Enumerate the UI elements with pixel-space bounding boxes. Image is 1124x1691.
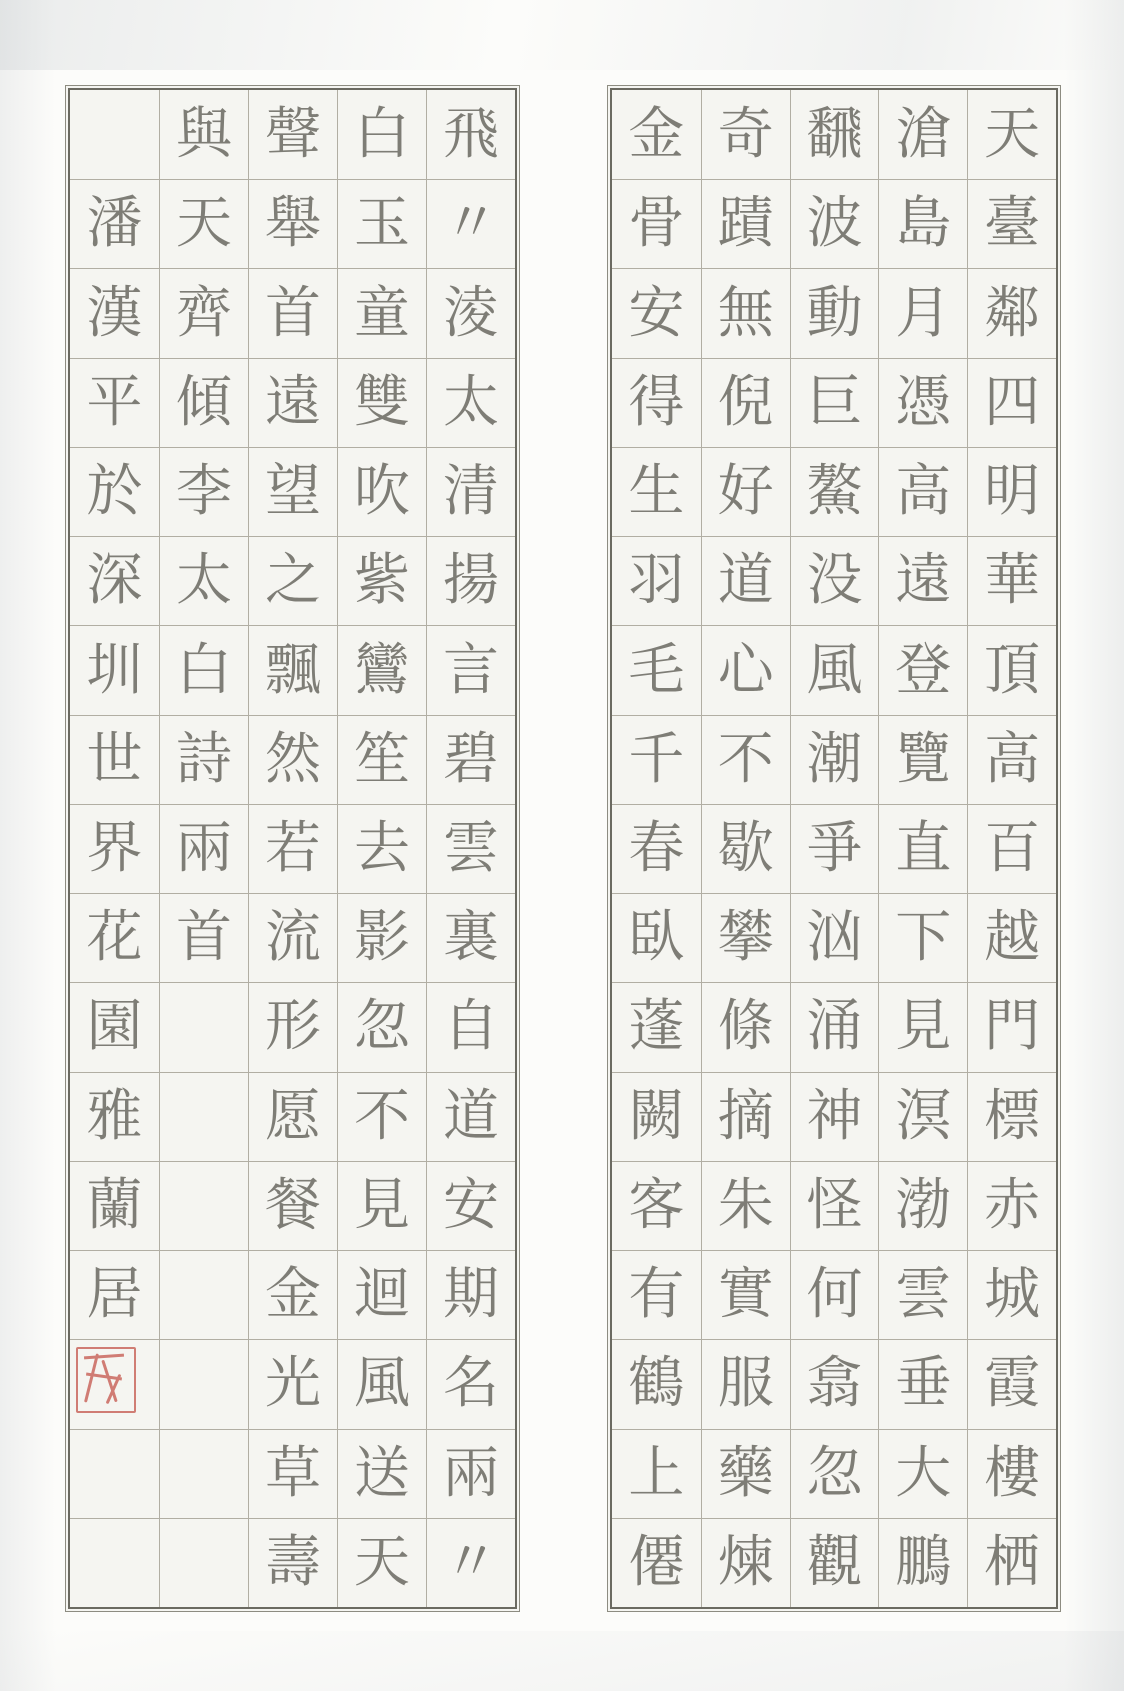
calligraphy-cell: 越 [967,893,1056,982]
calligraphy-cell: 居 [70,1250,159,1339]
calligraphy-cell: 天 [967,90,1056,179]
calligraphy-cell: 條 [701,982,790,1071]
calligraphy-cell: 毛 [612,625,701,714]
calligraphy-cell: 實 [701,1250,790,1339]
calligraphy-cell: 形 [248,982,337,1071]
calligraphy-cell: 歇 [701,804,790,893]
calligraphy-cell: 傾 [159,358,248,447]
calligraphy-cell: 太 [159,536,248,625]
calligraphy-cell: 風 [337,1339,426,1428]
scan-shading-right [1064,0,1124,1691]
calligraphy-cell: 鸞 [337,625,426,714]
calligraphy-cell: 深 [70,536,159,625]
calligraphy-cell: 淩 [426,268,515,357]
calligraphy-cell: 白 [159,625,248,714]
calligraphy-cell: 界 [70,804,159,893]
calligraphy-cell: 煉 [701,1518,790,1607]
calligraphy-cell: 兩 [159,804,248,893]
calligraphy-cell: 李 [159,447,248,536]
calligraphy-cell: 不 [337,1072,426,1161]
calligraphy-cell: 千 [612,715,701,804]
calligraphy-cell: 倪 [701,358,790,447]
calligraphy-cell: 四 [967,358,1056,447]
calligraphy-cell: 若 [248,804,337,893]
calligraphy-cell: 標 [967,1072,1056,1161]
calligraphy-cell: 没 [790,536,879,625]
calligraphy-cell: 餐 [248,1161,337,1250]
calligraphy-cell: 見 [337,1161,426,1250]
calligraphy-cell [159,1072,248,1161]
calligraphy-cell [70,90,159,179]
calligraphy-cell: 齊 [159,268,248,357]
calligraphy-cell [159,1161,248,1250]
calligraphy-cell: 百 [967,804,1056,893]
calligraphy-cell: 安 [612,268,701,357]
calligraphy-cell: 世 [70,715,159,804]
calligraphy-cell: 爭 [790,804,879,893]
calligraphy-cell: 鰲 [790,447,879,536]
calligraphy-cell: 童 [337,268,426,357]
calligraphy-cell: 巨 [790,358,879,447]
calligraphy-cell: 有 [612,1250,701,1339]
calligraphy-cell: 何 [790,1250,879,1339]
calligraphy-cell: 樓 [967,1429,1056,1518]
calligraphy-cell: 渤 [878,1161,967,1250]
calligraphy-cell: 不 [701,715,790,804]
calligraphy-cell: 直 [878,804,967,893]
calligraphy-cell: 闕 [612,1072,701,1161]
calligraphy-cell: 言 [426,625,515,714]
calligraphy-cell: 蘭 [70,1161,159,1250]
calligraphy-cell: 蓬 [612,982,701,1071]
calligraphy-cell: 天 [337,1518,426,1607]
calligraphy-cell: 藥 [701,1429,790,1518]
calligraphy-cell: 首 [159,893,248,982]
calligraphy-cell: 僊 [612,1518,701,1607]
calligraphy-cell [159,1518,248,1607]
calligraphy-cell: 聲 [248,90,337,179]
calligraphy-cell: 飜 [790,90,879,179]
calligraphy-cell: 無 [701,268,790,357]
calligraphy-cell: 名 [426,1339,515,1428]
calligraphy-cell: 雅 [70,1072,159,1161]
calligraphy-cell: 華 [967,536,1056,625]
calligraphy-cell: 忽 [790,1429,879,1518]
calligraphy-cell: 光 [248,1339,337,1428]
calligraphy-cell: 鵬 [878,1518,967,1607]
calligraphy-cell: 天 [159,179,248,268]
calligraphy-cell: 草 [248,1429,337,1518]
calligraphy-cell: 花 [70,893,159,982]
calligraphy-cell: 鄰 [967,268,1056,357]
calligraphy-cell: 大 [878,1429,967,1518]
calligraphy-cell: 垂 [878,1339,967,1428]
calligraphy-cell [159,1250,248,1339]
calligraphy-cell: 上 [612,1429,701,1518]
calligraphy-cell: 高 [967,715,1056,804]
calligraphy-cell: 金 [628,101,685,167]
calligraphy-cell [159,982,248,1071]
calligraphy-cell: 春 [612,804,701,893]
calligraphy-cell: 遠 [248,358,337,447]
calligraphy-cell: 怪 [790,1161,879,1250]
calligraphy-cell: 流 [248,893,337,982]
calligraphy-cell: 圳 [70,625,159,714]
calligraphy-cell: 影 [337,893,426,982]
calligraphy-cell: 霞 [967,1339,1056,1428]
calligraphy-cell: 翕 [790,1339,879,1428]
calligraphy-cell: 〃 [426,1518,515,1607]
calligraphy-cell: 忽 [337,982,426,1071]
calligraphy-cell: 遠 [878,536,967,625]
calligraphy-cell: 門 [967,982,1056,1071]
calligraphy-cell: 潮 [790,715,879,804]
calligraphy-cell: 雲 [426,804,515,893]
calligraphy-cell: 島 [878,179,967,268]
calligraphy-cell: 飛 [426,90,515,179]
scan-shading-bottom [0,1631,1124,1691]
calligraphy-cell [70,1429,159,1518]
calligraphy-cell: 漢 [70,268,159,357]
calligraphy-cell: 於 [70,447,159,536]
calligraphy-cell: 平 [70,358,159,447]
calligraphy-cell: 心 [701,625,790,714]
calligraphy-cell: 汹 [790,893,879,982]
calligraphy-cell: 涌 [790,982,879,1071]
calligraphy-cell: 奇 [701,90,790,179]
calligraphy-cell: 滄 [878,90,967,179]
calligraphy-cell: 朱 [701,1161,790,1250]
calligraphy-cell: 與 [159,90,248,179]
scan-shading-left [0,0,56,1691]
calligraphy-cell: 觀 [790,1518,879,1607]
calligraphy-cell: 金 [248,1250,337,1339]
calligraphy-cell: 見 [878,982,967,1071]
calligraphy-cell: 波 [790,179,879,268]
calligraphy-cell: 道 [426,1072,515,1161]
calligraphy-cell: 園 [70,982,159,1071]
calligraphy-cell: 栖 [967,1518,1056,1607]
calligraphy-cell: 客 [612,1161,701,1250]
calligraphy-cell: 首 [248,268,337,357]
calligraphy-cell: 覽 [878,715,967,804]
seal-stroke [84,1354,124,1360]
seal-stroke [84,1353,99,1402]
calligraphy-cell: 生 [612,447,701,536]
calligraphy-cell: 高 [878,447,967,536]
calligraphy-cell: 舉 [248,179,337,268]
calligraphy-cell: 道 [701,536,790,625]
calligraphy-cell: 攀 [701,893,790,982]
calligraphy-cell: 鶴 [612,1339,701,1428]
calligraphy-cell: 然 [248,715,337,804]
calligraphy-cell: 紫 [337,536,426,625]
calligraphy-cell [70,1518,159,1607]
calligraphy-cell: 壽 [248,1518,337,1607]
calligraphy-cell: 望 [248,447,337,536]
calligraphy-cell: 碧 [426,715,515,804]
calligraphy-cell: 笙 [337,715,426,804]
calligraphy-cell: 〃 [426,179,515,268]
calligraphy-cell: 送 [337,1429,426,1518]
calligraphy-cell: 動 [790,268,879,357]
calligraphy-cell: 神 [790,1072,879,1161]
calligraphy-cell: 太 [426,358,515,447]
calligraphy-cell: 摘 [701,1072,790,1161]
calligraphy-cell: 頂 [967,625,1056,714]
calligraphy-cell: 臺 [967,179,1056,268]
calligraphy-cell: 憑 [878,358,967,447]
calligraphy-cell: 城 [967,1250,1056,1339]
calligraphy-cell: 清 [426,447,515,536]
calligraphy-cell: 羽 [612,536,701,625]
artist-red-seal [76,1347,136,1413]
calligraphy-cell: 月 [878,268,967,357]
scan-shading-top [0,0,1124,70]
calligraphy-cell: 潘 [70,179,159,268]
calligraphy-cell: 服 [701,1339,790,1428]
calligraphy-cell: 兩 [426,1429,515,1518]
calligraphy-cell: 裏 [426,893,515,982]
calligraphy-cell: 之 [248,536,337,625]
calligraphy-cell: 風 [790,625,879,714]
calligraphy-cell: 得 [612,358,701,447]
calligraphy-cell: 愿 [248,1072,337,1161]
calligraphy-cell: 吹 [337,447,426,536]
calligraphy-cell: 自 [426,982,515,1071]
calligraphy-cell: 登 [878,625,967,714]
calligraphy-cell: 好 [701,447,790,536]
calligraphy-cell: 骨 [612,179,701,268]
calligraphy-cell: 雲 [878,1250,967,1339]
calligraphy-cell: 溟 [878,1072,967,1161]
calligraphy-cell: 期 [426,1250,515,1339]
calligraphy-cell: 詩 [159,715,248,804]
calligraphy-cell: 雙 [337,358,426,447]
calligraphy-cell: 揚 [426,536,515,625]
calligraphy-cell: 白 [337,90,426,179]
calligraphy-cell: 蹟 [701,179,790,268]
calligraphy-cell: 安 [426,1161,515,1250]
calligraphy-cell: 飄 [248,625,337,714]
calligraphy-cell: 臥 [612,893,701,982]
calligraphy-cell: 明 [967,447,1056,536]
calligraphy-cell: 赤 [967,1161,1056,1250]
calligraphy-cell: 玉 [337,179,426,268]
calligraphy-cell: 下 [878,893,967,982]
right-calligraphy-panel [610,88,1058,1609]
calligraphy-cell [159,1339,248,1428]
calligraphy-cell: 去 [337,804,426,893]
calligraphy-cell: 迴 [337,1250,426,1339]
calligraphy-cell [159,1429,248,1518]
